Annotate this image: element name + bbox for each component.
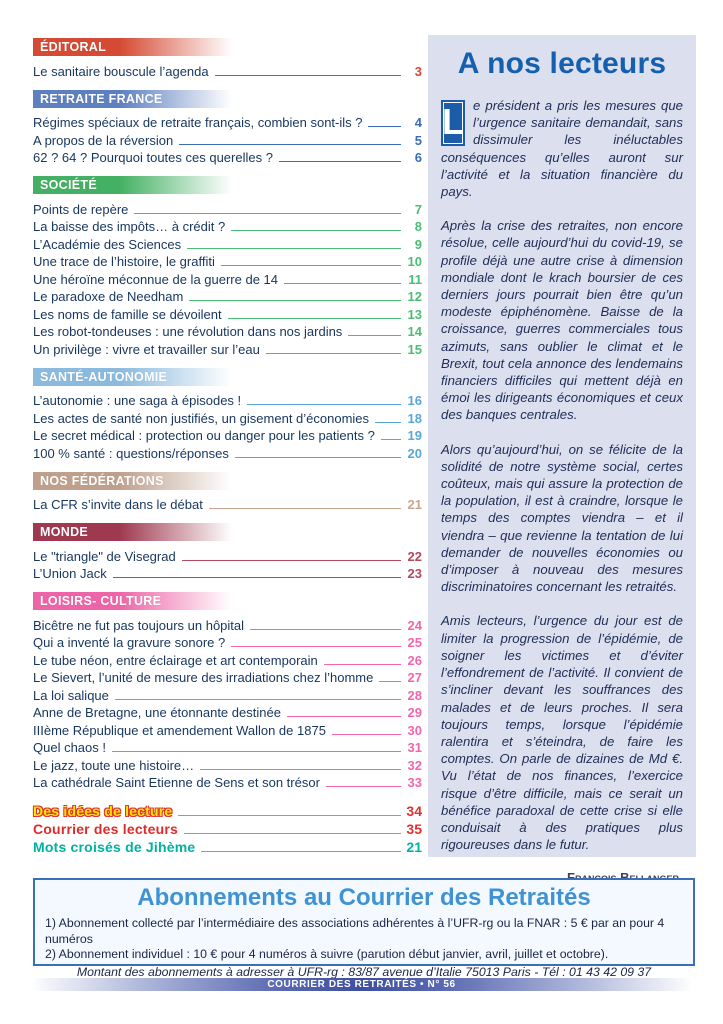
entry-leader [279,161,401,162]
entry-title: Les actes de santé non justifiés, un gisement d’économies [33,410,370,426]
toc-entry [33,234,422,252]
entry-page: 11 [408,271,422,287]
entry-page: 21 [407,497,422,512]
editorial-paragraph: L e président a pris les mesures que l’urgence sanitaire demandait, sans dissimuler les inéluctables conséquences qu’elles auront sur l’activité et la situation financière du pays. [441,98,683,200]
toc-entry [33,703,422,721]
entry-page: 16 [407,393,422,408]
entry-page: 33 [407,775,422,790]
entry-page: 9 [414,236,422,252]
entry-page: 3 [414,63,422,79]
section-label: MONDE [40,525,89,539]
editorial-box [428,35,696,857]
entry-leader [284,283,401,284]
section-header [33,368,238,386]
toc-entry [33,269,422,287]
entry-title: IIIème République et amendement Wallon de 1875 [33,722,326,738]
toc-extras [33,801,422,855]
entry-leader [326,786,401,787]
entry-title: L’autonomie : une saga à épisodes ! [33,393,242,408]
entry-title: Courrier des lecteurs [33,821,179,837]
entry-page: 20 [407,445,422,461]
section-entries [33,391,422,461]
entry-title: Une héroïne méconnue de la guerre de 14 [33,271,279,287]
entry-page: 31 [407,740,422,755]
entry-leader [324,664,401,665]
toc-entry [33,773,422,791]
subscription-line-1: 1) Abonnement collecté par l’intermédiaire des associations adhérentes à l’UFR-rg ou la FNAR : 5 € par an pour 4 numéros [45,916,665,946]
toc-section [33,368,422,461]
toc-section [33,592,422,790]
toc-entry [33,61,422,79]
section-label: NOS FÉDÉRATIONS [40,473,164,488]
entry-title: Le tube néon, entre éclairage et art contemporain [33,652,318,668]
entry-title: A propos de la réversion [33,132,174,148]
section-label: SANTÉ-AUTONOMIE [40,369,168,384]
toc-entry [33,130,422,148]
entry-leader [235,457,401,458]
entry-leader [247,404,401,405]
entry-leader [348,335,401,336]
toc-entry [33,819,422,837]
entry-page: 23 [407,566,422,581]
entry-title: Régimes spéciaux de retraite français, combien sont-ils ? [33,115,363,130]
entry-page: 18 [407,410,422,426]
entry-leader [178,815,401,816]
entry-leader [231,230,401,231]
toc-entry [33,668,422,686]
toc-section [33,38,422,79]
entry-page: 24 [407,617,422,633]
entry-page: 6 [414,150,422,165]
entry-leader [189,300,401,301]
section-entries [33,61,422,79]
entry-page: 5 [414,132,422,148]
entry-leader [184,833,401,834]
entry-title: Des idées de lecture [33,803,173,819]
section-entries [33,113,422,166]
entry-title: Les robot-tondeuses : une révolution dans nos jardins [33,324,343,339]
entry-title: 100 % santé : questions/réponses [33,445,229,461]
entry-title: Une trace de l’histoire, le graffiti [33,254,215,269]
entry-leader [266,353,401,354]
entry-leader [228,318,401,319]
entry-page: 19 [407,428,422,443]
section-entries [33,199,422,357]
section-header [33,523,238,541]
entry-title: Le Sievert, l’unité de mesure des irradiations chez l’homme [33,670,374,685]
toc-entry [33,546,422,564]
entry-page: 7 [414,201,422,217]
toc-entry [33,252,422,270]
section-entries [33,615,422,790]
entry-leader [379,681,401,682]
entry-leader [375,422,401,423]
entry-leader [332,734,401,735]
toc-entry [33,304,422,322]
entry-page: 4 [414,115,422,130]
entry-page: 22 [407,548,422,564]
entry-leader [221,265,401,266]
toc-entry [33,113,422,131]
entry-leader [250,629,401,630]
section-label: SOCIÉTÉ [40,178,97,192]
toc-entry [33,615,422,633]
toc-entry [33,650,422,668]
drop-cap: L [441,100,465,146]
entry-title: Un privilège : vivre et travailler sur l’eau [33,341,260,357]
editorial-paragraph: Amis lecteurs, l’urgence du jour est de limiter la progression de l’épidémie, de soigner les victimes et d’éviter l’effondrement de l’activité. Il convient de s’incliner devant les souffrances des malades et de leurs proches. Il sera toujours temps, lorsque l’épidémie ralentira et s’éteindra, de faire les comptes. On parle de dizaines de Md €. Vu l’état de nos finances, l’exercice risque d’être difficile, mais ce serait un bénéfice paradoxal de cette crise si elle conduisait à des pratiques plus rigoureuses dans le futur. [441,613,683,853]
entry-page: 29 [407,705,422,720]
section-header [33,592,238,610]
entry-page: 35 [406,821,422,837]
footer-bar [30,978,693,991]
section-header [33,176,238,194]
section-label: ÉDITORAL [40,40,107,54]
entry-title: Le jazz, toute une histoire… [33,757,195,773]
editorial-paragraph: Alors qu’aujourd’hui, on se félicite de la solidité de notre système social, certes coûteux, mais qui assure la protection de la population, il est à craindre, lorsque le temps des comptes viendra – et il viendra – que revienne la tentation de lui demander de nouvelles économies ou d’imposer à nouveau des mesures discriminatoires concernant les retraités. [441,441,683,595]
toc-entry [33,391,422,409]
toc-entry [33,837,422,855]
entry-title: L’Académie des Sciences [33,236,182,252]
entry-title: Le sanitaire bouscule l’agenda [33,63,209,79]
entry-page: 30 [407,722,422,738]
toc-section [33,523,422,581]
entry-page: 26 [407,652,422,668]
toc-entry [33,217,422,235]
entry-title: La cathédrale Saint Etienne de Sens et son trésor [33,775,320,790]
toc-entry [33,443,422,461]
entry-title: Points de repère [33,201,129,217]
section-entries [33,495,422,513]
entry-title: 62 ? 64 ? Pourquoi toutes ces querelles ? [33,150,273,165]
entry-leader [179,144,401,145]
toc-entry [33,148,422,166]
entry-leader [201,851,401,852]
toc-entry [33,495,422,513]
entry-leader [381,439,401,440]
toc-entry [33,339,422,357]
entry-title: Le "triangle" de Visegrad [33,548,176,564]
entry-leader [112,751,401,752]
toc-section [33,90,422,166]
editorial-paragraphs [441,97,683,853]
entry-title: Quel chaos ! [33,740,106,755]
entry-page: 21 [406,839,422,855]
subscription-line-2: 2) Abonnement individuel : 10 € pour 4 numéros à suivre (parution début janvier, avril, juillet et octobre). [45,947,609,961]
subscription-box [33,878,695,979]
entry-page: 13 [407,306,422,322]
entry-page: 15 [407,341,422,357]
entry-page: 28 [407,687,422,703]
toc-entry [33,685,422,703]
entry-leader [287,716,401,717]
entry-page: 10 [407,254,422,269]
section-label: RETRAITE FRANCE [40,91,163,106]
entry-title: Le paradoxe de Needham [33,289,184,304]
entry-page: 14 [407,324,422,339]
entry-leader [209,508,401,509]
entry-leader [200,769,401,770]
entry-title: Les noms de famille se dévoilent [33,306,222,322]
editorial-paragraph: Après la crise des retraites, non encore résolue, celle aujourd’hui du covid-19, se profile déjà une autre crise à dimension mondiale dont le krach boursier de ces derniers jours pourrait bien être qu’un modeste épiphénomène. Baisse de la croissance, guerres commerciales tous azimuts, sans oublier le climat et le Brexit, tout cela annonce des lendemains financiers difficiles qui mettent déjà en émoi les dirigeants économiques et ceux des banques centrales. [441,218,683,423]
section-header [33,472,238,490]
section-header [33,38,238,56]
entry-leader [368,126,401,127]
toc-entry [33,199,422,217]
toc-entry [33,426,422,444]
entry-leader [134,213,401,214]
entry-title: Bicêtre ne fut pas toujours un hôpital [33,617,245,633]
entry-leader [187,248,401,249]
entry-title: La CFR s’invite dans le débat [33,497,203,512]
entry-title: L’Union Jack [33,566,107,581]
entry-title: La loi salique [33,687,109,703]
entry-page: 32 [407,757,422,773]
entry-page: 25 [407,635,422,650]
toc-entry [33,564,422,582]
entry-leader [113,577,401,578]
subscription-line-3: Montant des abonnements à adresser à UFR-rg : 83/87 avenue d’Italie 75013 Paris - Tél : 01 43 42 09 37 [76,964,652,979]
toc-section [33,472,422,513]
table-of-contents [33,38,422,855]
footer-text: COURRIER DES RETRAITÉS • N° 56 [267,979,456,990]
toc-entry [33,801,422,819]
toc-section [33,176,422,357]
toc-entry [33,287,422,305]
section-label: LOISIRS- CULTURE [40,594,162,608]
toc-entry [33,755,422,773]
toc-sections [33,38,422,790]
entry-page: 8 [414,219,422,234]
entry-leader [215,75,401,76]
entry-leader [182,560,401,561]
toc-entry [33,322,422,340]
subscription-title: Abonnements au Courrier des Retraités [137,884,591,911]
entry-title: La baisse des impôts… à crédit ? [33,219,226,234]
entry-title: Anne de Bretagne, une étonnante destinée [33,705,281,720]
toc-entry [33,720,422,738]
entry-page: 12 [407,289,422,304]
toc-entry [33,408,422,426]
entry-page: 27 [407,670,422,685]
entry-title: Le secret médical : protection ou danger pour les patients ? [33,428,375,443]
section-entries [33,546,422,581]
toc-entry [33,738,422,756]
editorial-title: A nos lecteurs [457,47,667,80]
entry-leader [231,646,401,647]
toc-entry [33,633,422,651]
section-header [33,90,238,108]
entry-leader [115,699,401,700]
entry-title: Qui a inventé la gravure sonore ? [33,635,226,650]
entry-page: 34 [406,803,422,819]
entry-title: Mots croisés de Jihème [33,839,196,855]
